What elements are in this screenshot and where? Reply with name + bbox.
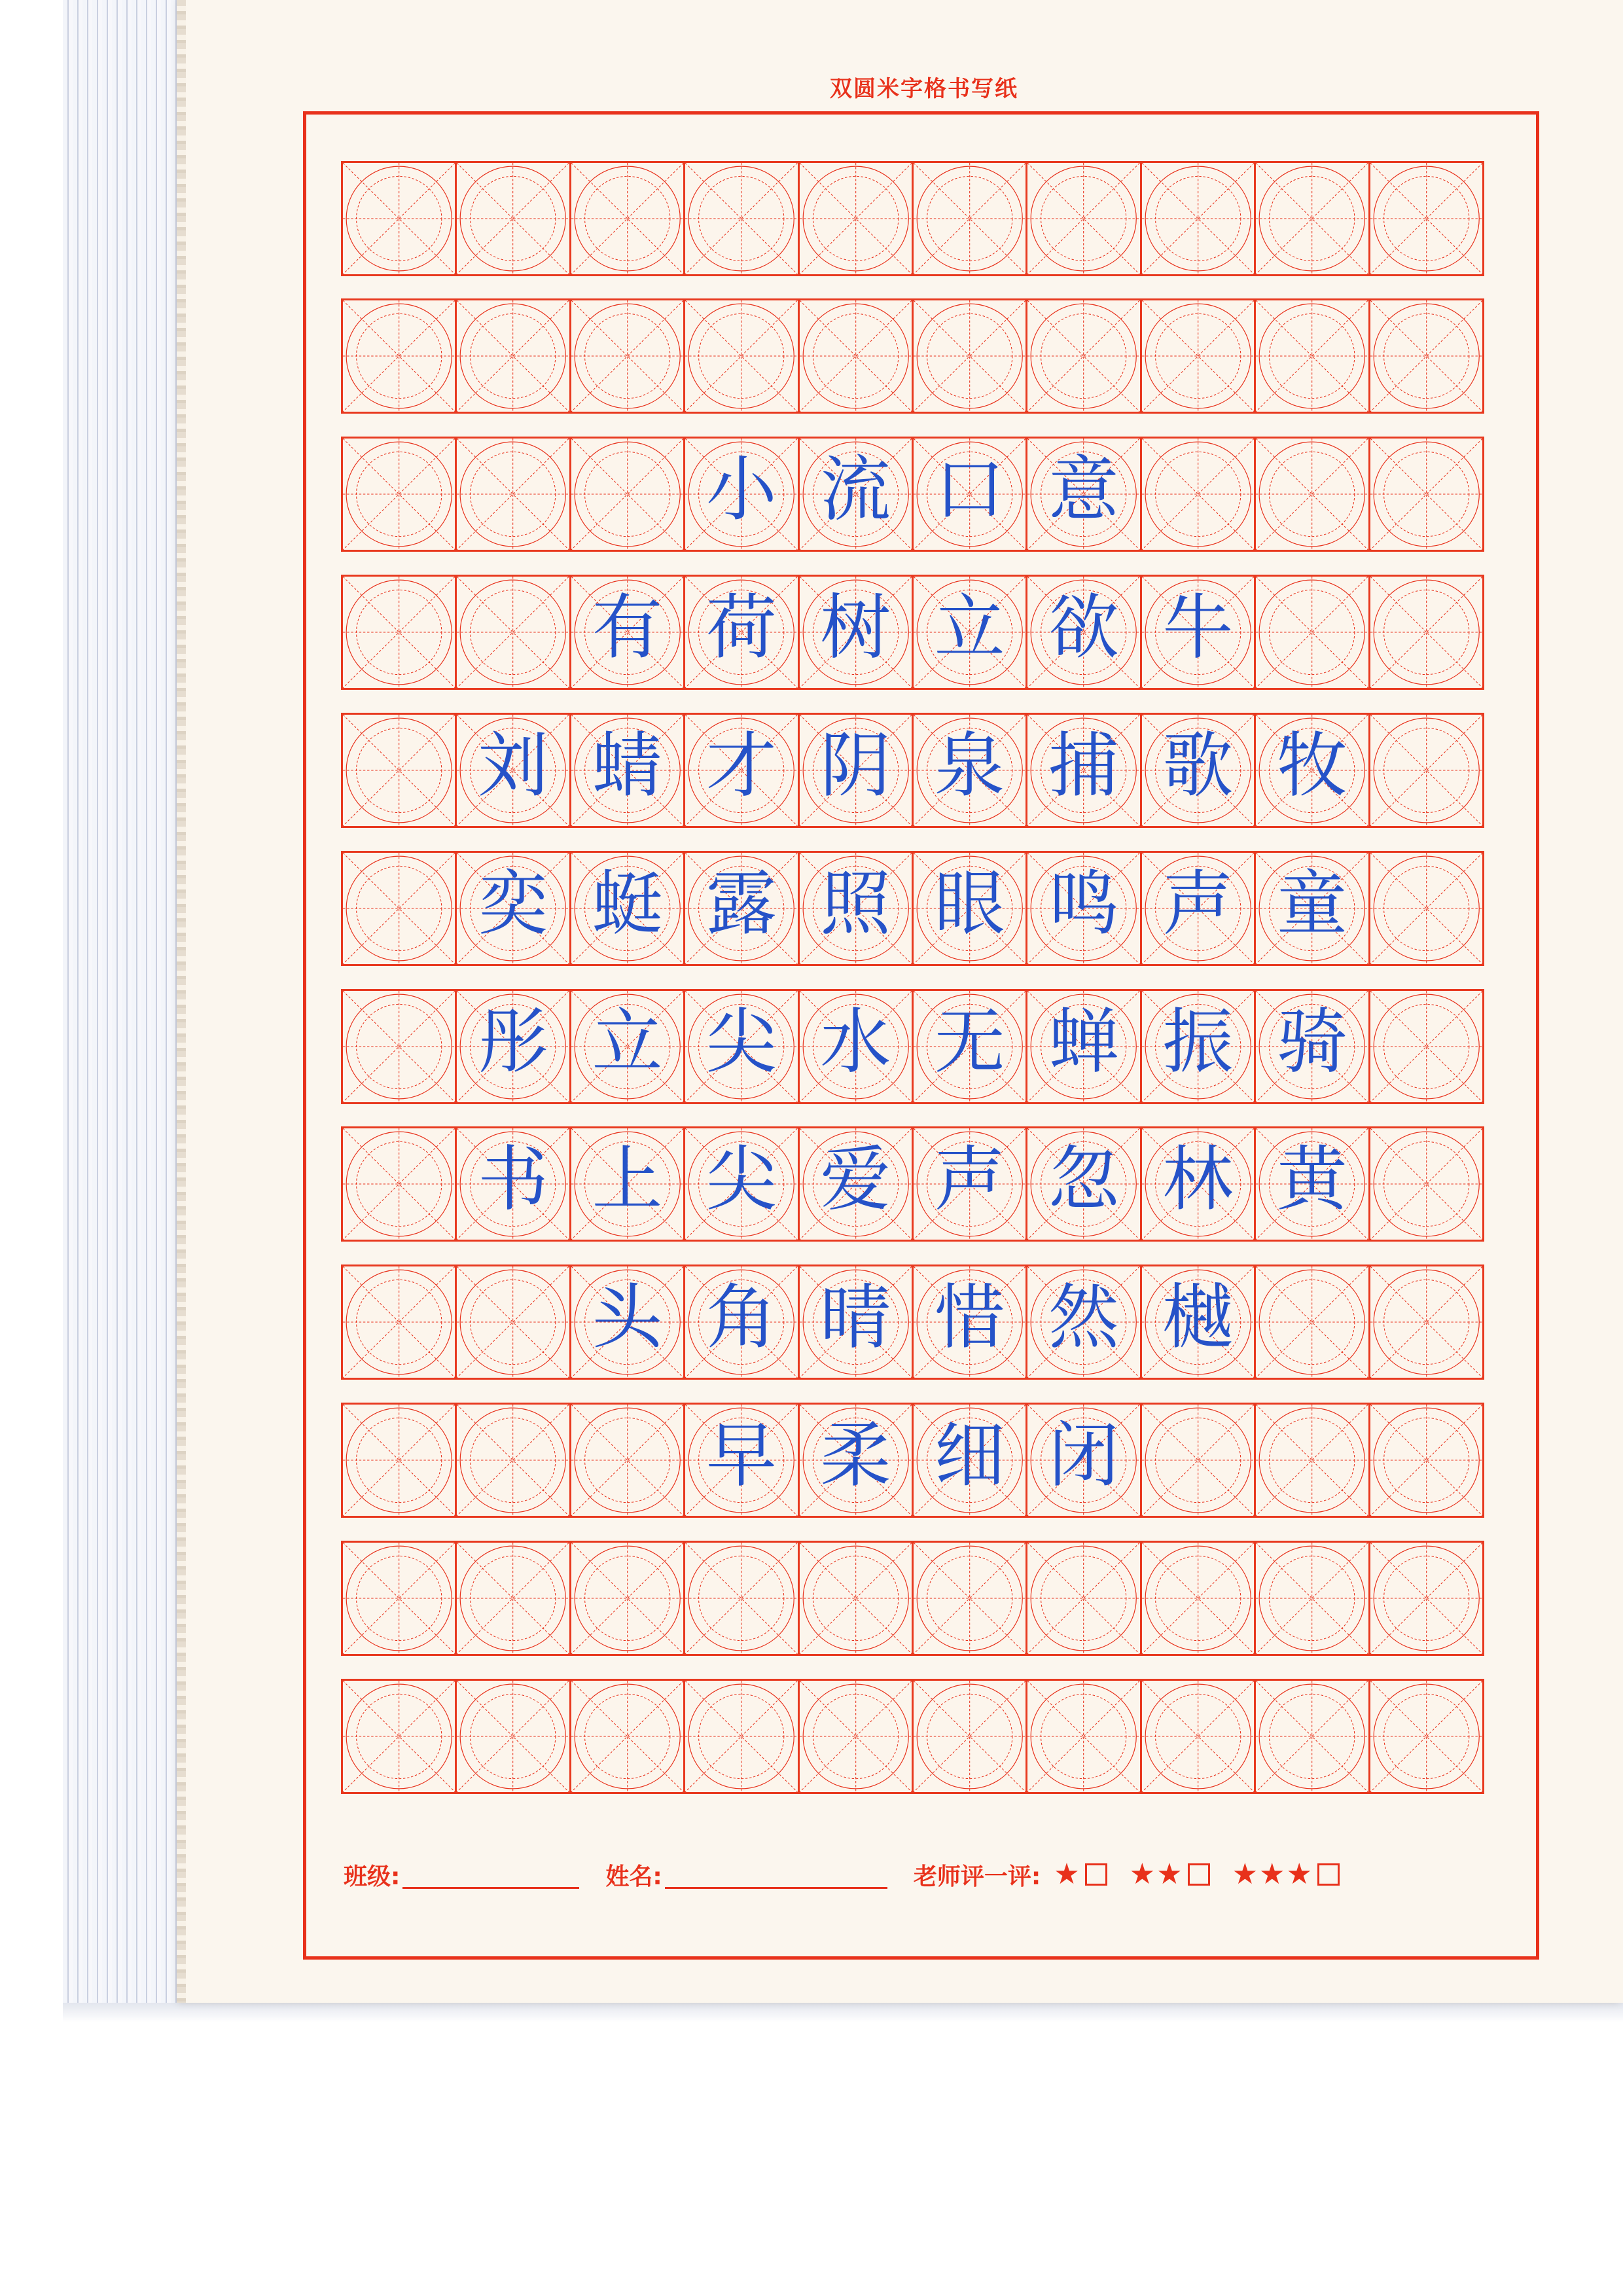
- grid-cell: [1254, 1679, 1370, 1794]
- grid-cell: [1368, 1403, 1484, 1518]
- handwritten-character: 上: [592, 1139, 663, 1221]
- grid-cell: [569, 989, 685, 1104]
- handwritten-character: 蝉: [1048, 1001, 1120, 1083]
- grid-cell: [1368, 1265, 1484, 1380]
- grid-cell: [1140, 161, 1256, 276]
- handwritten-character: 刘: [478, 725, 549, 807]
- grid-cell: [1368, 713, 1484, 828]
- handwritten-character: [1370, 1263, 1482, 1374]
- rating-option-2-star[interactable]: [1129, 1857, 1210, 1891]
- handwritten-character: [571, 435, 683, 546]
- grid-cell: [798, 1541, 914, 1656]
- grid-row: [341, 989, 1502, 1104]
- handwritten-character: 欲: [1048, 587, 1120, 669]
- grid-cell: [912, 989, 1027, 1104]
- rating-checkbox[interactable]: [1188, 1863, 1210, 1886]
- sheet-title: 双圆米字格书写纸: [830, 76, 1018, 102]
- grid-cell: [1254, 575, 1370, 690]
- handwritten-character: [1370, 987, 1482, 1098]
- handwritten-character: [1256, 435, 1368, 546]
- handwritten-character: 荷: [705, 587, 777, 669]
- grid-cell: [1026, 1265, 1141, 1380]
- handwritten-character: 无: [934, 1001, 1005, 1083]
- handwritten-character: [1142, 159, 1254, 270]
- handwritten-character: [1256, 1263, 1368, 1374]
- handwritten-character: [571, 1677, 683, 1788]
- grid-cell: [455, 575, 571, 690]
- handwritten-character: [1370, 849, 1482, 960]
- handwritten-character: [1256, 1539, 1368, 1650]
- grid-cell: [1254, 713, 1370, 828]
- handwritten-character: [685, 1677, 797, 1788]
- paper-bottom-shadow: [63, 2003, 1623, 2022]
- handwritten-character: 童: [1276, 863, 1347, 945]
- grid-cell: [798, 1403, 914, 1518]
- handwritten-character: 角: [705, 1277, 777, 1359]
- handwritten-character: 树: [820, 587, 891, 669]
- grid-cell: [1368, 1541, 1484, 1656]
- grid-cell: [341, 1541, 457, 1656]
- grid-cell: [683, 1679, 799, 1794]
- grid-cell: [683, 161, 799, 276]
- grid-row: [341, 713, 1502, 828]
- handwritten-character: 才: [705, 725, 777, 807]
- grid-cell: [569, 713, 685, 828]
- grid-row: [341, 1403, 1502, 1518]
- grid-cell: [798, 1265, 914, 1380]
- handwritten-character: [457, 1401, 569, 1512]
- grid-cell: [1140, 713, 1256, 828]
- handwritten-character: 书: [478, 1139, 549, 1221]
- grid-cell: [455, 1265, 571, 1380]
- grid-cell: [455, 713, 571, 828]
- handwritten-character: [457, 435, 569, 546]
- grid-cell: [1026, 713, 1141, 828]
- handwritten-character: [1370, 1539, 1482, 1650]
- grid-cell: [798, 437, 914, 552]
- handwritten-character: 口: [934, 449, 1005, 531]
- handwritten-character: [1370, 573, 1482, 684]
- grid-cell: [1026, 575, 1141, 690]
- handwritten-character: [1256, 1677, 1368, 1788]
- grid-row: [341, 1265, 1502, 1380]
- grid-cell: [1254, 989, 1370, 1104]
- grid-cell: [1368, 298, 1484, 414]
- handwritten-character: [1370, 711, 1482, 822]
- handwritten-character: 然: [1048, 1277, 1120, 1359]
- grid-cell: [1254, 298, 1370, 414]
- handwritten-character: [343, 849, 455, 960]
- handwritten-character: [457, 1539, 569, 1650]
- grid-cell: [341, 437, 457, 552]
- grid-cell: [455, 1679, 571, 1794]
- grid-cell: [341, 1265, 457, 1380]
- grid-cell: [1140, 1265, 1256, 1380]
- handwritten-character: [457, 296, 569, 408]
- grid-row: [341, 1541, 1502, 1656]
- grid-cell: [569, 1126, 685, 1242]
- handwritten-character: 照: [820, 863, 891, 945]
- handwritten-character: 蜓: [592, 863, 663, 945]
- grid-cell: [341, 1126, 457, 1242]
- handwritten-character: 牛: [1162, 587, 1234, 669]
- handwritten-character: 有: [592, 587, 663, 669]
- grid-cell: [798, 575, 914, 690]
- grid-cell: [569, 437, 685, 552]
- grid-row: [341, 298, 1502, 414]
- grid-cell: [1254, 161, 1370, 276]
- handwritten-character: 闭: [1048, 1415, 1120, 1497]
- handwritten-character: 蜻: [592, 725, 663, 807]
- grid-cell: [455, 298, 571, 414]
- handwritten-character: 尖: [705, 1001, 777, 1083]
- grid-cell: [1140, 851, 1256, 966]
- grid-cell: [912, 161, 1027, 276]
- handwritten-character: 声: [934, 1139, 1005, 1221]
- handwritten-character: [1142, 1401, 1254, 1512]
- handwritten-character: [343, 1677, 455, 1788]
- handwritten-character: 细: [934, 1415, 1005, 1497]
- grid-cell: [1254, 1265, 1370, 1380]
- rating-checkbox[interactable]: [1085, 1863, 1107, 1886]
- grid-cell: [798, 713, 914, 828]
- handwritten-character: [800, 1539, 912, 1650]
- grid-cell: [341, 575, 457, 690]
- grid-cell: [1026, 1679, 1141, 1794]
- footer-bar: [344, 1854, 1522, 1895]
- grid-row: [341, 437, 1502, 552]
- handwritten-character: 露: [705, 863, 777, 945]
- grid-cell: [1140, 1679, 1256, 1794]
- handwritten-character: 立: [934, 587, 1005, 669]
- teacher-rating-label: 老师评一评:: [913, 1863, 1041, 1890]
- handwritten-character: [1256, 573, 1368, 684]
- handwritten-character: [1370, 435, 1482, 546]
- grid-cell: [569, 298, 685, 414]
- handwritten-character: 晴: [820, 1277, 891, 1359]
- grid-cell: [1254, 437, 1370, 552]
- rating-options: [1041, 1857, 1340, 1891]
- handwritten-character: 捕: [1048, 725, 1120, 807]
- handwritten-character: [1370, 159, 1482, 270]
- grid-cell: [1368, 1126, 1484, 1242]
- handwritten-character: 忽: [1048, 1139, 1120, 1221]
- handwritten-character: 惜: [934, 1277, 1005, 1359]
- handwritten-character: 声: [1162, 863, 1234, 945]
- grid-cell: [455, 1403, 571, 1518]
- handwritten-character: 爱: [820, 1139, 891, 1221]
- grid-cell: [1140, 298, 1256, 414]
- grid-cell: [569, 1403, 685, 1518]
- handwritten-character: [571, 1539, 683, 1650]
- handwritten-character: [1027, 1677, 1139, 1788]
- handwritten-character: [343, 1263, 455, 1374]
- handwritten-character: 早: [705, 1415, 777, 1497]
- class-field[interactable]: [402, 1861, 579, 1889]
- handwritten-character: [343, 1539, 455, 1650]
- handwritten-character: [457, 1263, 569, 1374]
- handwritten-character: [1027, 296, 1139, 408]
- grid-cell: [569, 1541, 685, 1656]
- grid-cell: [798, 989, 914, 1104]
- handwritten-character: [1370, 1677, 1482, 1788]
- handwritten-character: [914, 1677, 1026, 1788]
- handwritten-character: [343, 159, 455, 270]
- handwritten-character: 林: [1162, 1139, 1234, 1221]
- grid-cell: [455, 1126, 571, 1242]
- class-label: 班级:: [344, 1863, 401, 1890]
- star-icon: ★: [1054, 1857, 1080, 1891]
- rating-option-1-star[interactable]: [1054, 1857, 1107, 1891]
- handwritten-character: [1370, 296, 1482, 408]
- grid-cell: [1026, 1541, 1141, 1656]
- grid-cell: [1026, 437, 1141, 552]
- handwritten-character: [571, 296, 683, 408]
- grid-cell: [683, 713, 799, 828]
- grid-row: [341, 1126, 1502, 1242]
- grid-cell: [683, 298, 799, 414]
- handwritten-character: [571, 1401, 683, 1512]
- handwritten-character: [1256, 1401, 1368, 1512]
- grid-cell: [798, 298, 914, 414]
- grid-cell: [341, 298, 457, 414]
- handwritten-character: 黄: [1276, 1139, 1347, 1221]
- grid-cell: [1368, 989, 1484, 1104]
- star-icon: ★: [1259, 1857, 1285, 1891]
- grid-cell: [683, 1126, 799, 1242]
- grid-cell: [1140, 1126, 1256, 1242]
- grid-row: [341, 575, 1502, 690]
- grid-cell: [683, 575, 799, 690]
- grid-cell: [1368, 851, 1484, 966]
- grid-cell: [569, 575, 685, 690]
- handwritten-character: 眼: [934, 863, 1005, 945]
- handwritten-character: 流: [820, 449, 891, 531]
- grid-cell: [683, 1403, 799, 1518]
- grid-cell: [1254, 1541, 1370, 1656]
- handwritten-character: [457, 573, 569, 684]
- handwritten-character: [1027, 1539, 1139, 1650]
- star-icon: ★: [1156, 1857, 1183, 1891]
- grid-cell: [1026, 1403, 1141, 1518]
- grid-cell: [569, 1265, 685, 1380]
- handwritten-character: [800, 296, 912, 408]
- grid-cell: [1140, 575, 1256, 690]
- grid-cell: [1140, 1403, 1256, 1518]
- handwritten-character: [343, 1124, 455, 1236]
- handwritten-character: 奕: [478, 863, 549, 945]
- grid-cell: [341, 851, 457, 966]
- grid-cell: [1026, 161, 1141, 276]
- grid-cell: [1368, 161, 1484, 276]
- handwritten-character: 振: [1162, 1001, 1234, 1083]
- grid-cell: [798, 1126, 914, 1242]
- grid-cell: [1368, 575, 1484, 690]
- grid-cell: [1140, 437, 1256, 552]
- grid-cell: [798, 161, 914, 276]
- grid-cell: [455, 161, 571, 276]
- handwritten-character: 歌: [1162, 725, 1234, 807]
- star-icon: ★: [1286, 1857, 1312, 1891]
- grid-cell: [912, 1541, 1027, 1656]
- grid-cell: [912, 437, 1027, 552]
- handwritten-character: [685, 296, 797, 408]
- torn-paper-edge: [177, 0, 186, 2003]
- grid-cell: [1254, 851, 1370, 966]
- handwritten-character: [457, 159, 569, 270]
- handwritten-character: [914, 296, 1026, 408]
- handwritten-character: [1142, 1539, 1254, 1650]
- grid-cell: [798, 851, 914, 966]
- handwritten-character: 头: [592, 1277, 663, 1359]
- handwritten-character: 牧: [1276, 725, 1347, 807]
- handwritten-character: 水: [820, 1001, 891, 1083]
- grid-row: [341, 1679, 1502, 1794]
- grid-cell: [683, 851, 799, 966]
- grid-cell: [455, 851, 571, 966]
- handwritten-character: 鸣: [1048, 863, 1120, 945]
- handwritten-character: 意: [1048, 449, 1120, 531]
- star-icon: ★: [1129, 1857, 1156, 1891]
- handwritten-character: [800, 1677, 912, 1788]
- handwritten-character: 彤: [478, 1001, 549, 1083]
- grid-cell: [1368, 1679, 1484, 1794]
- handwritten-character: 尖: [705, 1139, 777, 1221]
- grid-cell: [1140, 989, 1256, 1104]
- handwritten-character: [571, 159, 683, 270]
- grid-row: [341, 851, 1502, 966]
- handwritten-character: [457, 1677, 569, 1788]
- grid-cell: [912, 298, 1027, 414]
- handwritten-character: 樾: [1162, 1277, 1234, 1359]
- grid-cell: [455, 437, 571, 552]
- grid-cell: [455, 1541, 571, 1656]
- grid-cell: [341, 161, 457, 276]
- handwritten-character: [343, 1401, 455, 1512]
- handwritten-character: 骑: [1276, 1001, 1347, 1083]
- handwritten-character: [1370, 1401, 1482, 1512]
- grid-row: [341, 161, 1502, 276]
- grid-cell: [569, 161, 685, 276]
- grid-cell: [912, 1265, 1027, 1380]
- grid-cell: [683, 989, 799, 1104]
- handwritten-character: [343, 987, 455, 1098]
- handwritten-character: 泉: [934, 725, 1005, 807]
- grid-cell: [1368, 437, 1484, 552]
- grid-cell: [455, 989, 571, 1104]
- grid-cell: [341, 713, 457, 828]
- handwritten-character: [1142, 1677, 1254, 1788]
- rating-option-3-star[interactable]: [1232, 1857, 1340, 1891]
- grid-cell: [912, 851, 1027, 966]
- grid-cell: [341, 1403, 457, 1518]
- grid-cell: [683, 1265, 799, 1380]
- paper-stack-edge: [63, 0, 194, 2019]
- name-label: 姓名:: [605, 1863, 662, 1890]
- handwritten-character: [343, 435, 455, 546]
- grid-cell: [912, 1679, 1027, 1794]
- grid-cell: [683, 1541, 799, 1656]
- name-field[interactable]: [665, 1861, 887, 1889]
- grid-cell: [341, 1679, 457, 1794]
- handwritten-character: [1256, 159, 1368, 270]
- handwritten-character: [343, 296, 455, 408]
- grid-cell: [341, 989, 457, 1104]
- handwritten-character: 立: [592, 1001, 663, 1083]
- handwritten-character: [685, 159, 797, 270]
- grid-cell: [912, 713, 1027, 828]
- star-icon: ★: [1232, 1857, 1258, 1891]
- grid-cell: [1026, 989, 1141, 1104]
- grid-cell: [569, 851, 685, 966]
- grid-cell: [798, 1679, 914, 1794]
- handwritten-character: 阴: [820, 725, 891, 807]
- handwritten-character: 小: [705, 449, 777, 531]
- grid-cell: [1026, 1126, 1141, 1242]
- grid-cell: [569, 1679, 685, 1794]
- handwritten-character: [800, 159, 912, 270]
- handwritten-character: [1370, 1124, 1482, 1236]
- handwritten-character: [343, 573, 455, 684]
- handwritten-character: [1142, 435, 1254, 546]
- handwritten-character: [1142, 296, 1254, 408]
- rating-checkbox[interactable]: [1317, 1863, 1340, 1886]
- grid-cell: [1026, 298, 1141, 414]
- handwritten-character: [1256, 296, 1368, 408]
- handwritten-character: [914, 159, 1026, 270]
- grid-cell: [1254, 1126, 1370, 1242]
- handwritten-character: [914, 1539, 1026, 1650]
- handwritten-character: [343, 711, 455, 822]
- handwritten-character: [1027, 159, 1139, 270]
- grid-cell: [912, 1126, 1027, 1242]
- grid-cell: [1026, 851, 1141, 966]
- grid-cell: [1254, 1403, 1370, 1518]
- handwritten-character: 柔: [820, 1415, 891, 1497]
- grid-cell: [912, 575, 1027, 690]
- grid-cell: [912, 1403, 1027, 1518]
- grid-cell: [1140, 1541, 1256, 1656]
- grid-cell: [683, 437, 799, 552]
- handwritten-character: [685, 1539, 797, 1650]
